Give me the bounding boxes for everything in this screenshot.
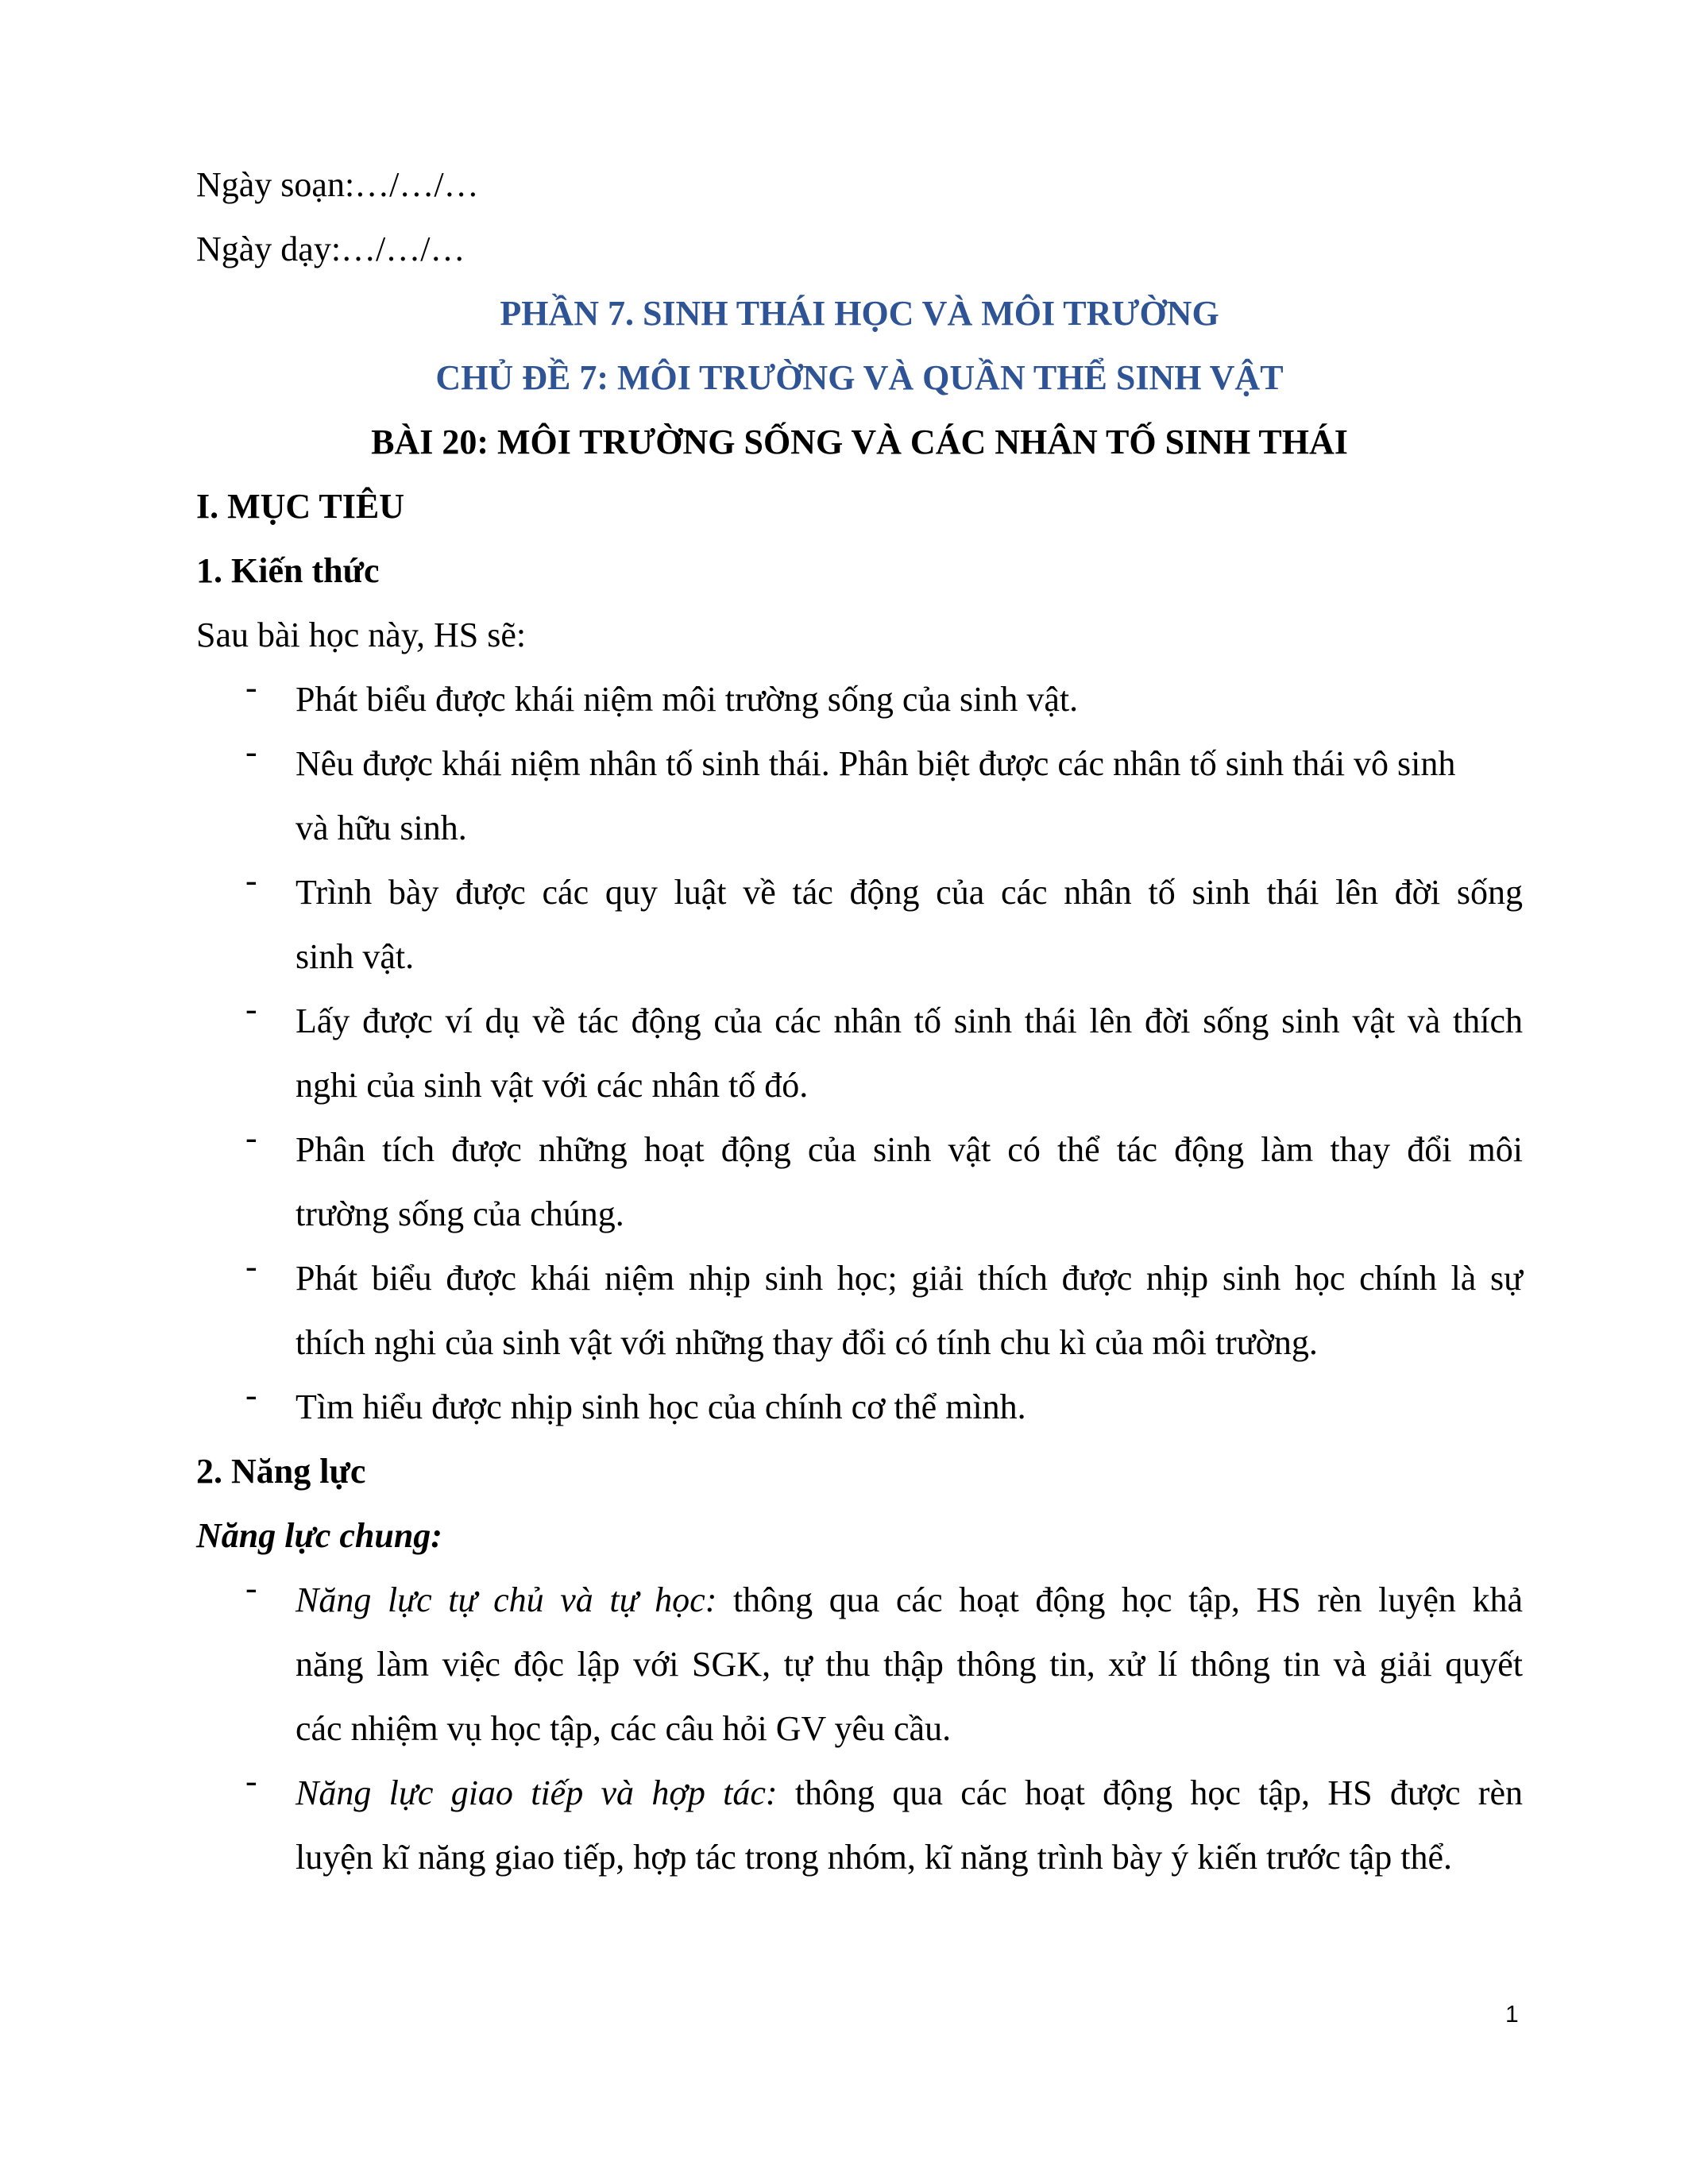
list-item-text: năng làm việc độc lập với SGK, tự thu thập thông tin, xử lí thông tin và giải quyết [295, 1645, 1523, 1684]
teach-date: Ngày dạy:…/…/… [196, 230, 465, 268]
list-item-text: và hữu sinh. [295, 808, 467, 847]
list-item-text: sinh vật. [295, 937, 415, 976]
list-item-text: thích nghi của sinh vật với những thay đổi có tính chu kì của môi trường. [295, 1323, 1318, 1362]
section-heading-objectives: I. MỤC TIÊU [196, 487, 405, 526]
list-item-text: Nêu được khái niệm nhân tố sinh thái. Phân biệt được các nhân tố sinh thái vô sinh [295, 744, 1456, 783]
competence-label: Năng lực tự chủ và tự học: [295, 1580, 717, 1619]
list-item-text: Phát biểu được khái niệm nhịp sinh học; giải thích được nhịp sinh học chính là sự [295, 1259, 1523, 1298]
knowledge-intro: Sau bài học này, HS sẽ: [196, 615, 527, 654]
bullet-dash: - [245, 732, 257, 771]
bullet-dash: - [245, 1118, 257, 1157]
prep-date: Ngày soạn:…/…/… [196, 165, 479, 204]
bullet-dash: - [245, 668, 257, 707]
topic-title: CHỦ ĐỀ 7: MÔI TRƯỜNG VÀ QUẦN THỂ SINH VẬT [435, 358, 1284, 397]
list-item-text: Phân tích được những hoạt động của sinh vật có thể tác động làm thay đổi môi [295, 1130, 1523, 1169]
bullet-dash: - [245, 1376, 257, 1414]
page-number: 1 [1505, 2001, 1519, 2028]
list-item [196, 860, 1523, 989]
list-item [196, 731, 1523, 860]
list-item-text: thông qua các hoạt động học tập, HS rèn luyện khả [717, 1580, 1523, 1619]
competence-label: Năng lực giao tiếp và hợp tác: [295, 1773, 778, 1812]
bullet-dash: - [245, 990, 257, 1028]
list-item-text: thông qua các hoạt động học tập, HS được rèn [777, 1773, 1523, 1812]
part-title: PHẦN 7. SINH THÁI HỌC VÀ MÔI TRƯỜNG [500, 294, 1219, 333]
list-item-text: trường sống của chúng. [295, 1194, 624, 1233]
list-item-text: nghi của sinh vật với các nhân tố đó. [295, 1066, 809, 1105]
list-item-text: Tìm hiểu được nhịp sinh học của chính cơ thể mình. [295, 1387, 1026, 1426]
subsection-heading-competence: 2. Năng lực [196, 1452, 366, 1491]
lesson-title: BÀI 20: MÔI TRƯỜNG SỐNG VÀ CÁC NHÂN TỐ SINH THÁI [371, 423, 1348, 461]
list-item-text: Trình bày được các quy luật về tác động của các nhân tố sinh thái lên đời sống [295, 873, 1523, 912]
bullet-dash: - [245, 1761, 257, 1800]
list-item [196, 667, 1523, 731]
list-item-first-line [295, 1568, 1523, 1632]
list-item-text: Phát biểu được khái niệm môi trường sống của sinh vật. [295, 680, 1079, 719]
document-body [196, 152, 1523, 1889]
list-item-first-line [295, 1761, 1523, 1825]
bullet-dash: - [245, 1569, 257, 1607]
list-item [196, 1246, 1523, 1375]
general-competence-heading: Năng lực chung: [196, 1516, 442, 1555]
bullet-dash: - [245, 1247, 257, 1286]
list-item [196, 1761, 1523, 1889]
list-item [196, 1375, 1523, 1439]
list-item-text: các nhiệm vụ học tập, các câu hỏi GV yêu cầu. [295, 1709, 952, 1748]
list-item [196, 1568, 1523, 1761]
list-item [196, 989, 1523, 1117]
subsection-heading-knowledge: 1. Kiến thức [196, 551, 380, 590]
list-item-text: Lấy được ví dụ về tác động của các nhân tố sinh thái lên đời sống sinh vật và thích [295, 1001, 1523, 1040]
bullet-dash: - [245, 861, 257, 900]
list-item-text: luyện kĩ năng giao tiếp, hợp tác trong nhóm, kĩ năng trình bày ý kiến trước tập thể. [295, 1838, 1453, 1877]
list-item [196, 1117, 1523, 1246]
